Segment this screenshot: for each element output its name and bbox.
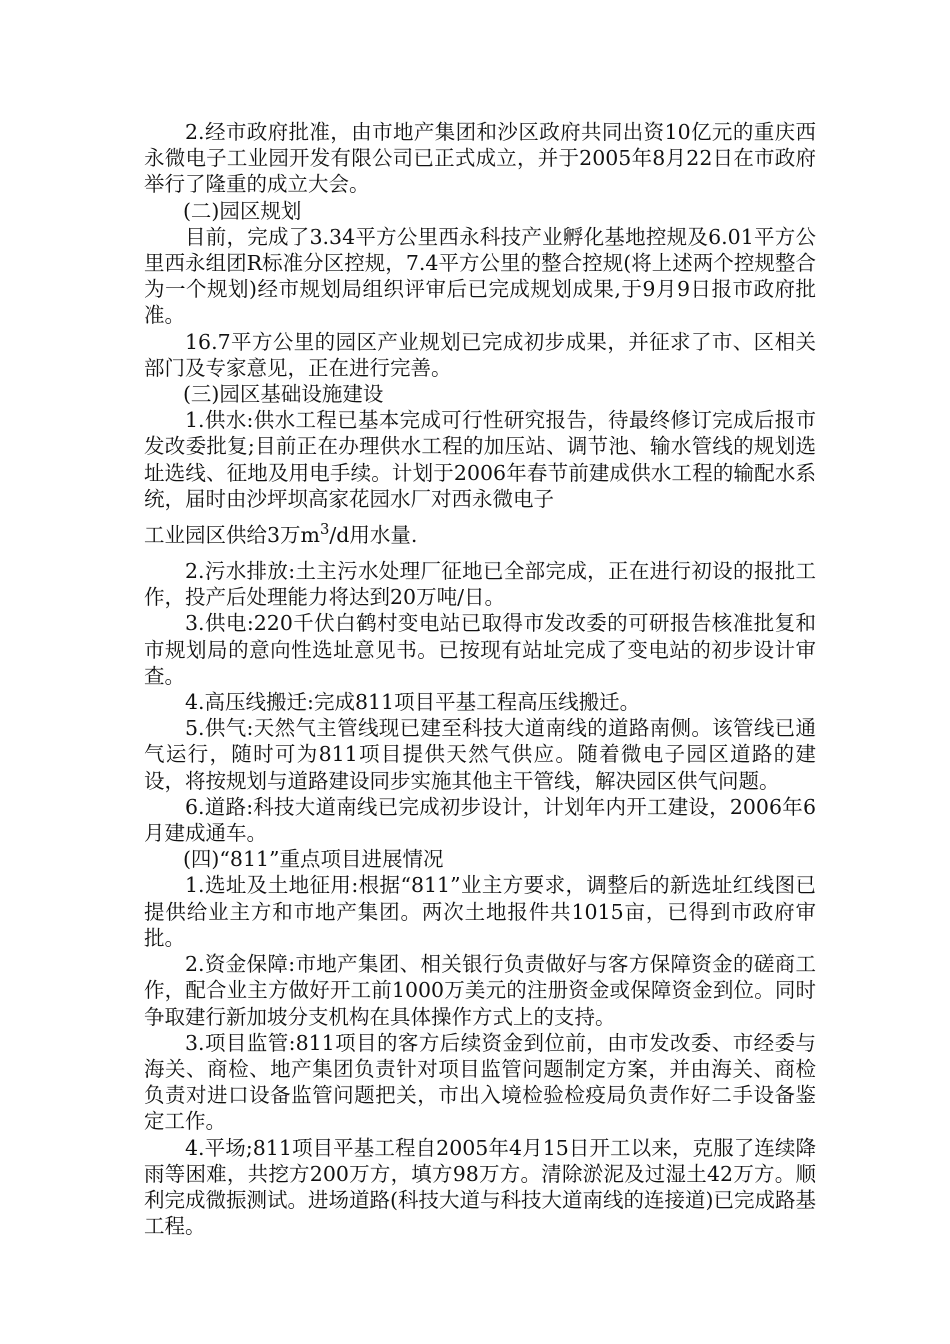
paragraph-supervision: 3.项目监管:811项目的客方后续资金到位前，由市发改委、市经委与海关、商检、地产集团负责针对项目监管问题制定方案，并由海关、商检负责对进口设备监管问题把关，市出入境检验检疫局负责作好二手设备鉴定工作。 [144,1030,816,1134]
paragraph-site-leveling: 4.平场;811项目平基工程自2005年4月15日开工以来，克服了连续降雨等困难，共挖方200万方，填方98万方。清除淤泥及过湿土42万方。顺利完成微振测试。进场道路(科技大道与科技大道南线的连接道)已完成路基工程。 [144,1135,816,1239]
water-supply-text: 1.供水:供水工程已基本完成可行性研究报告，待最终修订完成后报市发改委批复;目前正在办理供水工程的加压站、调节池、输水管线的规划选址选线、征地及用电手续。计划于2006年春节前建成供水工程的输配水系统，届时由沙坪坝高家花园水厂对西永微电子 [144,408,816,511]
paragraph-power-supply: 3.供电:220千伏白鹤村变电站已取得市发改委的可研报告核准批复和市规划局的意向性选址意见书。已按现有站址完成了变电站的初步设计审查。 [144,611,816,688]
paragraph-roads: 6.道路:科技大道南线已完成初步设计，计划年内开工建设，2006年6月建成通车。 [144,794,816,846]
paragraph-funding: 2.资金保障:市地产集团、相关银行负责做好与客方保障资金的磋商工作，配合业主方做好开工前1000万美元的注册资金或保障资金到位。同时争取建行新加坡分支机构在具体操作方式上的支持。 [144,952,816,1029]
paragraph-industry-planning: 16.7平方公里的园区产业规划已完成初步成果，并征求了市、区相关部门及专家意见，正在进行完善。 [144,329,816,380]
paragraph-company-established: 2.经市政府批准，由市地产集团和沙区政府共同出资10亿元的重庆西永微电子工业园开发有限公司已正式成立，并于2005年8月22日在市政府举行了隆重的成立大会。 [144,120,816,197]
paragraph-water-supply [144,407,816,558]
paragraph-site-selection: 1.选址及土地征用:根据“811”业主方要求，调整后的新选址红线图已提供给业主方和市地产集团。两次土地报件共1015亩，已得到市政府审批。 [144,873,816,950]
water-supply-volume-line: 工业园区供给3万$m^3/d$用水量. [144,520,418,548]
section-heading-park-planning: (二)园区规划 [182,198,302,223]
paragraph-power-line-relocation: 4.高压线搬迁:完成811项目平基工程高压线搬迁。 [185,690,641,715]
superscript-three: 3 [319,520,330,538]
section-heading-infrastructure: (三)园区基础设施建设 [182,382,384,407]
paragraph-gas-supply: 5.供气:天然气主管线现已建至科技大道南线的道路南侧。该管线已通气运行，随时可为811项目提供天然气供应。随着微电子园区道路的建设，将按规划与道路建设同步实施其他主干管线，解决园区供气问题。 [144,716,816,793]
section-heading-811-project: (四)“811”重点项目进展情况 [182,847,444,872]
paragraph-planning-status: 目前，完成了3.34平方公里西永科技产业孵化基地控规及6.01平方公里西永组团R标准分区控规，7.4平方公里的整合控规(将上述两个控规整合为一个规划)经市规划局组织评审后已完成规划成果,于9月9日报市政府批准。 [144,224,816,328]
paragraph-sewage: 2.污水排放:土主污水处理厂征地已全部完成，正在进行初设的报批工作，投产后处理能力将达到20万吨/日。 [144,559,816,610]
document-body [144,119,816,1239]
